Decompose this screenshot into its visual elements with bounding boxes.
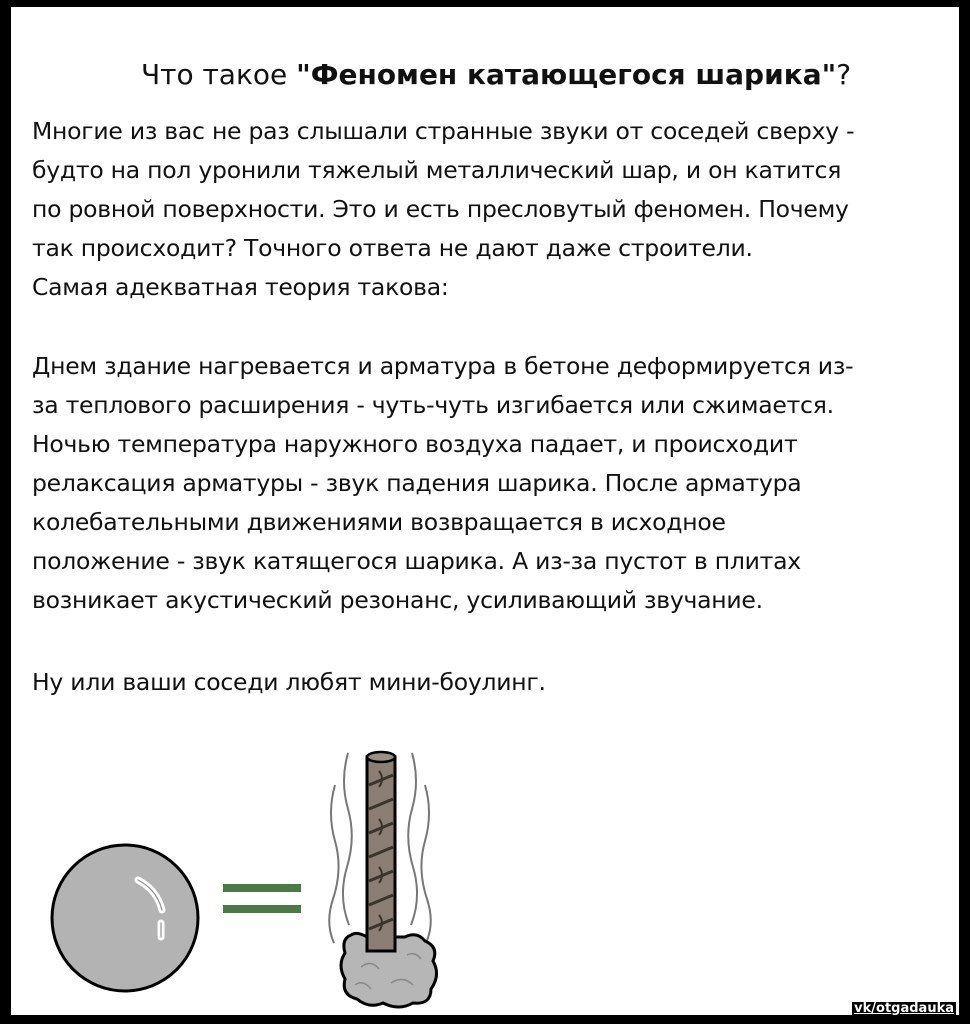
text-line: Многие из вас не раз слышали странные звуки от соседей сверху - <box>32 117 855 145</box>
joke-paragraph <box>32 663 962 702</box>
theory-paragraph <box>32 347 962 620</box>
text-line: релаксация арматуры - звук падения шарика. После арматура <box>32 469 802 497</box>
illustration <box>11 727 970 1027</box>
ball-icon <box>52 845 198 991</box>
title-highlight: "Феномен катающегося шарика" <box>296 58 837 91</box>
title-prefix: Что такое <box>140 58 297 91</box>
text-line: Днем здание нагревается и арматура в бетоне деформируется из- <box>32 352 854 380</box>
text-line: колебательными движениями возвращается в исходное <box>32 508 726 536</box>
text-line: по ровной поверхности. Это и есть пресловутый феномен. Почему <box>32 195 849 223</box>
text-line: Самая адекватная теория такова: <box>32 273 449 301</box>
text-line: положение - звук катящегося шарика. А из-за пустот в плитах <box>32 547 801 575</box>
text-line: Ну или ваши соседи любят мини-боулинг. <box>32 668 546 696</box>
text-line: так происходит? Точного ответа не дают даже строители. <box>32 234 753 262</box>
page-title <box>11 55 970 95</box>
title-suffix: ? <box>836 58 852 91</box>
rebar-icon <box>329 752 436 1007</box>
text-line: Ночью температура наружного воздуха падает, и происходит <box>32 430 798 458</box>
text-line: за теплового расширения - чуть-чуть изгибается или сжимается. <box>32 391 834 419</box>
watermark: vk/otgadauka <box>854 1001 954 1016</box>
text-line: возникает акустический резонанс, усиливающий звучание. <box>32 586 763 614</box>
equals-icon <box>223 884 301 913</box>
text-line: будто на пол уронили тяжелый металлический шар, и он катится <box>32 156 842 184</box>
intro-paragraph <box>32 112 962 307</box>
